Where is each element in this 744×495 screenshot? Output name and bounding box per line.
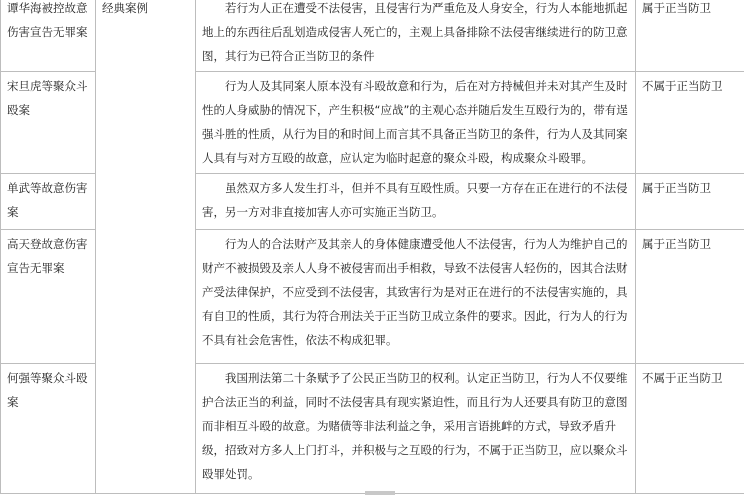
scroll-indicator — [365, 491, 395, 495]
case-name: 单武等故意伤害案 — [1, 174, 96, 230]
case-summary — [196, 72, 636, 174]
case-name: 何强等聚众斗殴案 — [1, 364, 96, 494]
case-summary — [196, 230, 636, 364]
case-name: 高天登故意伤害宣告无罪案 — [1, 230, 96, 364]
case-result: 不属于正当防卫 — [636, 364, 744, 494]
case-summary — [196, 364, 636, 494]
case-result: 属于正当防卫 — [636, 174, 744, 230]
case-name: 谭华海被控故意伤害宣告无罪案 — [1, 0, 96, 72]
case-result: 属于正当防卫 — [636, 230, 744, 364]
case-summary — [196, 174, 636, 230]
case-result: 属于正当防卫 — [636, 0, 744, 72]
case-summary-text: 行为人的合法财产及其亲人的身体健康遭受他人不法侵害，行为人为维护自己的财产不被损毁及亲人人身不被侵害而出手相救，导致不法侵害人轻伤的，因其合法财产受法律保护，不应受到不法侵害，其致害行为是对正在进行的不法侵害实施的，具有自卫的性质，其行为符合刑法关于正当防卫成立条件的要求。因此，行为人的行为不具有社会危害性，依法不构成犯罪。 — [202, 237, 628, 347]
case-summary — [196, 0, 636, 72]
case-summary-text: 行为人及其同案人原本没有斗殴故意和行为，后在对方持械但并未对其产生及时性的人身威胁的情况下，产生积极“应战”的主观心态并随后发生互殴行为的，带有逞强斗胜的性质，从行为目的和时间上而言其不具备正当防卫的条件，行为人及其同案人具有与对方互殴的故意，应认定为临时起意的聚众斗殴，构成聚众斗殴罪。 — [202, 79, 628, 165]
case-result: 不属于正当防卫 — [636, 72, 744, 174]
category-cell: 经典案例 — [96, 0, 196, 494]
case-summary-text: 我国刑法第二十条赋予了公民正当防卫的权利。认定正当防卫，行为人不仅要维护合法正当的利益，同时不法侵害具有现实紧迫性，而且行为人还要具有防卫的意图而非相互斗殴的故意。为赌债等非法利益之争，采用言语挑衅的方式，导致矛盾升级，招致对方多人上门打斗，并积极与之互殴的行为，不属于正当防卫，应以聚众斗殴罪处罚。 — [202, 371, 628, 481]
table-row — [1, 0, 744, 72]
case-name: 宋旦虎等聚众斗殴案 — [1, 72, 96, 174]
case-summary-text: 虽然双方多人发生打斗，但并不具有互殴性质。只要一方存在正在进行的不法侵害，另一方对非直接加害人亦可实施正当防卫。 — [202, 181, 628, 219]
case-summary-text: 若行为人正在遭受不法侵害，且侵害行为严重危及人身安全，行为人本能地抓起地上的东西往后乱划造成侵害人死亡的，主观上具备排除不法侵害继续进行的防卫意图，其行为已符合正当防卫的条件 — [202, 1, 628, 63]
